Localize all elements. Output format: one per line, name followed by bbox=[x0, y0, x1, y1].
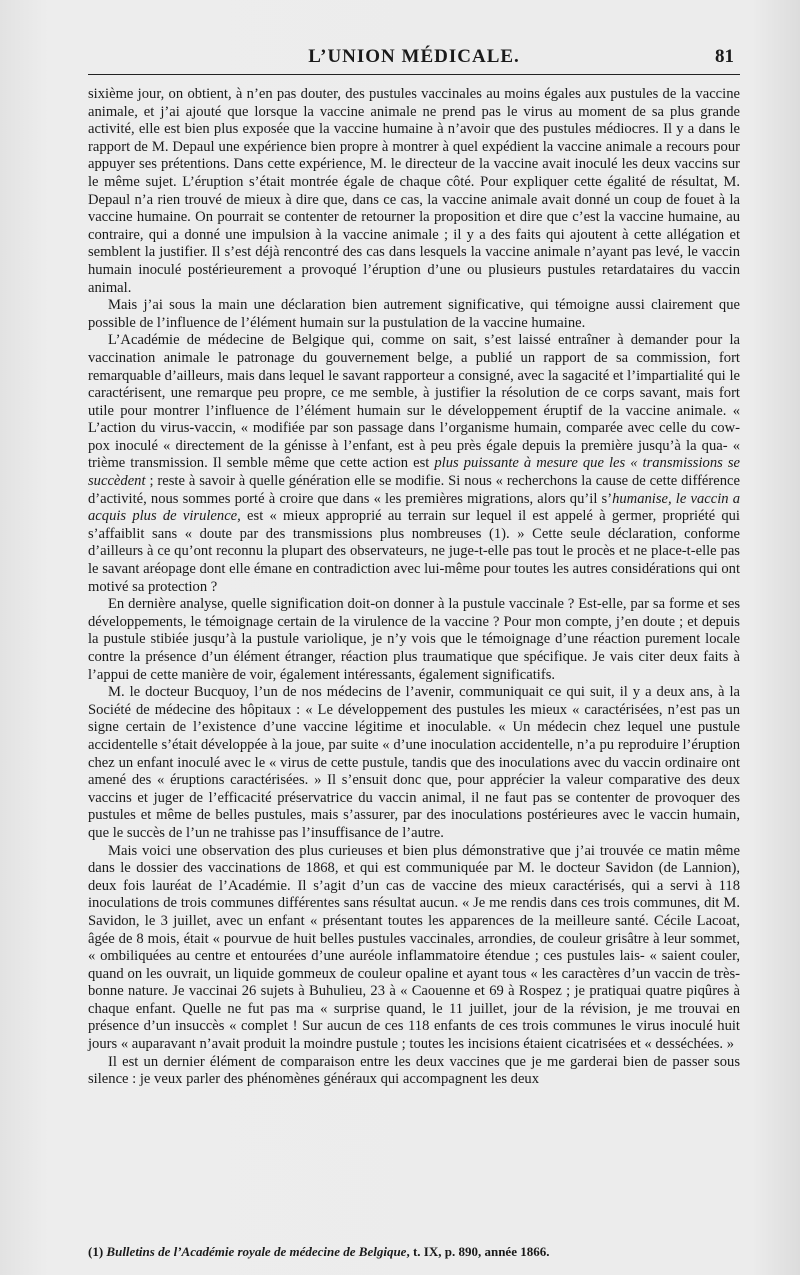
text-run: ; reste à savoir à quelle génération elle se modifie. Si nous « recherchons la cause de cette différence d’activité, nous sommes porté à croire que dans « les premières migrations, alors qu’il s’ bbox=[88, 473, 740, 507]
text-run: est « mieux approprié au terrain sur lequel il est appelé à germer, propriété qui s’affaiblit sans « doute par des transmissions plus nombreuses (1). » Cette seule déclaration, conforme d’ailleurs à ce qu’ont reconnu la plupart des observateurs, ne juge-t-elle pas tout le procès et ne place-t-elle pas le savant aréopage dont elle émane en contradiction avec lui-même pour toutes les autres considérations qui ont motivé sa protection ? bbox=[88, 508, 740, 595]
text-run: Mais j’ai sous la main une déclaration bien autrement significative, qui témoigne aussi clairement que possible de l’influence de l’élément humain sur la pustulation de la vaccine humaine. bbox=[88, 297, 740, 331]
text-run: M. le docteur Bucquoy, l’un de nos médecins de l’avenir, communiquait ce qui suit, il y a deux ans, à la Société de médecine des hôpitaux : « Le développement des pustules les mieux « caractérisées, n’est pas un signe certain de l’existence d’une vaccine légitime et inoculable. « Un médecin chez lequel une pustule accidentelle s’était développée à la joue, par suite « d’une inoculation accidentelle, n’a pu reproduire l’éruption chez un enfant inoculé avec le « virus de cette pustule, tandis que des inoculations avec du vaccin ordinaire ont amené des « éruptions caractérisées. » Il s’ensuit donc que, pour apprécier la valeur comparative des deux vaccins et juger de l’efficacité préservatrice du vaccin animal, il ne faut pas se contenter de provoquer des pustules et même de belles pustules, mais s’assurer, par des inoculations postérieures avec le vaccin humain, que le succès de l’un ne trahisse pas l’insuffisance de l’autre. bbox=[88, 684, 740, 841]
text-run: L’Académie de médecine de Belgique qui, comme on sait, s’est laissé entraîner à demander pour la vaccination animale le patronage du gouvernement belge, a publié un rapport de sa commission, fort remarquable d’ailleurs, mais dans lequel le savant rapporteur a consigné, avec la sagacité et l’impartialité qui le caractérisent, une remarque peu propre, ce me semble, à justifier la résolution de ce corps savant, mais fort utile pour montrer l’influence de l’élément humain sur le développement éruptif de la vaccine animale. « L’action du virus-vaccin, « modifiée par son passage dans l’organisme humain, comparée avec celle du cow-pox inoculé « directement de la génisse à l’enfant, est à peu près égale depuis la première jusqu’à la qua- « trième transmission. Il semble même que cette action est bbox=[88, 332, 740, 472]
paragraph bbox=[88, 843, 740, 1054]
page-header bbox=[88, 44, 740, 75]
running-title: L’UNION MÉDICALE. bbox=[308, 46, 520, 67]
paragraph bbox=[88, 332, 740, 596]
paragraph bbox=[88, 596, 740, 684]
text-run: En dernière analyse, quelle signification doit-on donner à la pustule vaccinale ? Est-elle, par sa forme et ses développements, le témoignage certain de la virulence de la vaccine ? Pour mon compte, j’en doute ; et depuis la pustule stibiée jusqu’à la pustule variolique, je n’y vois que le témoignage d’une réaction purement locale contre la présence d’un élément étranger, réaction plus traumatique que spécifique. Je vais citer deux faits à l’appui de cette manière de voir, également intéressants, également significatifs. bbox=[88, 596, 740, 683]
text-run: Il est un dernier élément de comparaison entre les deux vaccines que je me garderai bien de passer sous silence : je veux parler des phénomènes généraux qui accompagnent les deux bbox=[88, 1053, 740, 1088]
text-run: sixième jour, on obtient, à n’en pas douter, des pustules vaccinales au moins égales aux pustules de la vaccine animale, et j’ai ajouté que lorsque la vaccine animale ne prend pas le virus au moment de sa plus grande activité, elle est bien plus exposée que la vaccine humaine à n’avoir que des pustules médiocres. Il y a dans le rapport de M. Depaul une expérience bien propre à montrer à quel expédient la vaccine animale a recours pour appuyer ses prétentions. Dans cette expérience, M. le directeur de la vaccine avait inoculé les deux vaccins sur le même sujet. L’éruption s’était montrée égale de chaque côté. Pour expliquer cette égalité de résultat, M. Depaul n’a rien trouvé de mieux à dire que, dans ce cas, la vaccine animale avait donné un coup de fouet à la vaccine humaine. On pourrait se contenter de retourner la proposition et dire que c’est la vaccine humaine, au contraire, qui a donné une impulsion à la vaccine animale ; il y a des faits qui ajoutent à cette allégation et semblent la justifier. Il s’est déjà rencontré des cas dans lesquels la vaccine animale n’ayant pas levé, le vaccin humain inoculé postérieurement a provoqué l’éruption d’une ou plusieurs pustules retardataires du vaccin animal. bbox=[88, 86, 740, 296]
footnote-source: Bulletins de l’Académie royale de médecine de Belgique bbox=[106, 1244, 407, 1259]
footnote-mark: (1) bbox=[88, 1244, 104, 1259]
italic-text: humanise, le vaccin a acquis plus de virulence, bbox=[88, 490, 740, 525]
paragraph bbox=[88, 684, 740, 842]
paragraph bbox=[88, 1054, 740, 1089]
text-run: Mais voici une observation des plus curieuses et bien plus démonstrative que j’ai trouvée ce matin même dans le dossier des vaccinations de 1868, et qui est communiquée par M. le docteur Savidon (de Lannion), deux fois lauréat de l’Académie. Il s’agit d’un cas de vaccine des mieux caractérisés, qui a servi à 118 inoculations de trois communes différentes sans résultat aucun. « Je me rendis dans ces trois communes, dit M. Savidon, le 3 juillet, avec un enfant « présentant toutes les apparences de la meilleure santé. Cécile Lacoat, âgée de 8 mois, était « pourvue de huit belles pustules vaccinales, arrondies, de couleur grisâtre à leur sommet, « ombiliquées au centre et entourées d’une auréole inflammatoire étendue ; ces pustules lais- « saient couler, quand on les ouvrait, un liquide gommeux de couleur opaline et ayant tous « les caractères d’un vaccin de très-bonne nature. Je vaccinai 26 sujets à Buhulieu, 23 à « Caouenne et 69 à Rospez ; je pratiquai quatre piqûres à chaque enfant. Quelle ne fut pas ma « surprise quand, le 11 juillet, jour de la révision, je me trouvai en présence d’un insuccès « complet ! Sur aucun de ces 118 enfants de ces trois communes le virus inoculé huit jours « auparavant n’avait produit la moindre pustule ; toutes les incisions étaient cicatrisées et « desséchées. » bbox=[88, 842, 740, 1053]
paragraph bbox=[88, 86, 740, 297]
paragraph bbox=[88, 297, 740, 332]
page-number: 81 bbox=[715, 46, 734, 67]
body-text bbox=[88, 86, 740, 1089]
italic-text: plus puissante à mesure que les « transmissions se succèdent bbox=[88, 455, 741, 490]
footnote-details: , t. IX, p. 890, année 1866. bbox=[406, 1244, 550, 1259]
footnote bbox=[88, 1244, 740, 1260]
